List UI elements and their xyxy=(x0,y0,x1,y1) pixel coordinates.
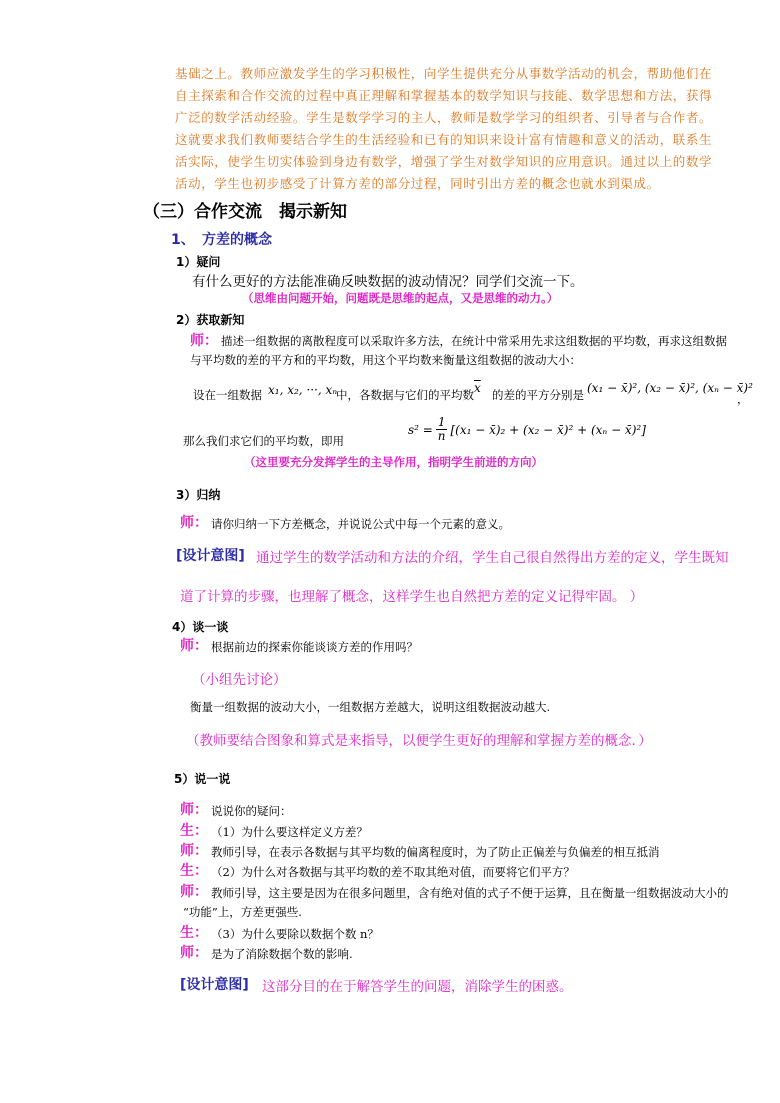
dialogue-line: 说说你的疑问： xyxy=(211,804,292,818)
squares-math: (x₁ − x̄)², (x₂ − x̄)², (xₙ − x̄)² xyxy=(587,381,753,395)
speaker-label: 师： xyxy=(180,843,208,859)
variance-formula xyxy=(408,416,646,443)
q4-text: 根据前边的探索你能谈谈方差的作用吗？ xyxy=(211,640,418,654)
speaker-label: 生： xyxy=(180,863,208,879)
speaker-label: 生： xyxy=(180,823,208,839)
formula-body: [(x₁ − x̄)₂ + (x₂ − x̄)² + (xₙ − x̄)²] xyxy=(450,422,646,437)
dialogue-line: （2）为什么对各数据与其平均数的差不取其绝对值，而要将它们平方？ xyxy=(211,865,575,879)
intro-line: 活实际，使学生切实体验到身边有数学，增强了学生对数学知识的应用意识。通过以上的数学 xyxy=(175,154,713,169)
q3-text: 请你归纳一下方差概念，并说说公式中每一个元素的意义。 xyxy=(211,517,510,531)
design-intent-tag: [设计意图] xyxy=(176,548,245,564)
formula-fraction xyxy=(436,416,448,443)
design-intent-text: 通过学生的数学活动和方法的介绍，学生自己很自然得出方差的定义，学生既知 xyxy=(256,550,729,566)
formula-numerator: 1 xyxy=(437,415,446,429)
q2-note: （这里要充分发挥学生的主导作用，指明学生前进的方向） xyxy=(244,455,543,469)
q5-heading: 5）说一说 xyxy=(174,772,231,786)
speaker-label: 生： xyxy=(180,925,208,941)
q1-text: 有什么更好的方法能准确反映数据的波动情况？同学们交流一下。 xyxy=(192,274,584,290)
design-intent-text: 道了计算的步骤，也理解了概念，这样学生也自然把方差的定义记得牢固。 ） xyxy=(180,589,644,605)
speaker-teacher: 师： xyxy=(180,638,208,654)
q4-note: （教师要结合图象和算式是来指导，以便学生更好的理解和掌握方差的概念．） xyxy=(186,733,652,749)
intro-line: 这就要求我们教师要结合学生的生活经验和已有的知识来设计富有情趣和意义的活动，联系生 xyxy=(175,132,713,147)
q2-comma: ， xyxy=(737,392,749,406)
speaker-label: 师： xyxy=(180,945,208,961)
q2-avg-text: 那么我们求它们的平均数，即用 xyxy=(183,434,344,448)
dialogue-line: 是为了消除数据个数的影响. xyxy=(211,947,353,961)
q2-diff-text: 的差的平方分别是 xyxy=(492,388,584,402)
q4-group-note: （小组先讨论） xyxy=(192,672,287,688)
subsection-number: 1、 xyxy=(171,232,195,248)
dialogue-line: （3）为什么要除以数据个数 n？ xyxy=(211,927,379,941)
intro-line: 广泛的数学活动经验。学生是数学学习的主人，教师是数学学习的组织者、引导者与合作者。 xyxy=(175,110,713,125)
q2-heading: 2）获取新知 xyxy=(176,313,245,327)
intro-line: 自主探索和合作交流的过程中真正理解和掌握基本的数学知识与技能、数学思想和方法，获得 xyxy=(175,88,713,103)
q3-heading: 3）归纳 xyxy=(176,488,221,502)
mean-symbol: $\overline{x}$ xyxy=(474,381,481,395)
q2-text: 与平均数的差的平方和的平均数，用这个平均数来衡量这组数据的波动大小： xyxy=(190,353,581,367)
speaker-label: 师： xyxy=(180,884,208,900)
speaker-teacher: 师： xyxy=(180,515,208,531)
q1-heading: 1）疑问 xyxy=(176,255,221,269)
q2-mid-text: 中，各数据与它们的平均数 xyxy=(336,388,474,402)
design-intent-tag: [设计意图] xyxy=(180,977,249,993)
dialogue-line: 教师引导，这主要是因为在很多问题里，含有绝对值的式子不便于运算，且在衡量一组数据波动大小的 xyxy=(211,886,729,900)
dialogue-line: “功能”上，方差更强些. xyxy=(183,905,302,919)
q4-answer: 衡量一组数据的波动大小，一组数据方差越大，说明这组数据波动越大. xyxy=(190,700,551,714)
q1-note: （思维由问题开始，问题既是思维的起点，又是思维的动力。） xyxy=(242,291,559,305)
intro-line: 基础之上。教师应激发学生的学习积极性，向学生提供充分从事数学活动的机会，帮助他们在 xyxy=(175,66,713,81)
section-title: （三）合作交流 揭示新知 xyxy=(143,202,347,222)
data-list-math: x₁, x₂, ···, xₙ xyxy=(268,383,338,397)
dialogue-line: 教师引导，在表示各数据与其平均数的偏离程度时，为了防止正偏差与负偏差的相互抵消 xyxy=(211,845,660,859)
q2-text: 描述一组数据的离散程度可以采取许多方法，在统计中常采用先求这组数据的平均数，再求这组数据 xyxy=(221,334,727,348)
subsection-title: 方差的概念 xyxy=(202,232,272,248)
formula-lhs: s² = xyxy=(408,422,433,437)
intro-line: 活动，学生也初步感受了计算方差的部分过程，同时引出方差的概念也就水到渠成。 xyxy=(175,176,660,191)
speaker-teacher: 师： xyxy=(190,333,218,349)
dialogue-line: （1）为什么要这样定义方差？ xyxy=(211,825,368,839)
q2-set-prefix: 设在一组数据 xyxy=(193,388,262,402)
speaker-label: 师： xyxy=(180,802,208,818)
q4-heading: 4）谈一谈 xyxy=(172,620,229,634)
design-intent-text: 这部分目的在于解答学生的问题，消除学生的困惑。 xyxy=(262,979,573,995)
formula-denominator: n xyxy=(437,429,446,443)
